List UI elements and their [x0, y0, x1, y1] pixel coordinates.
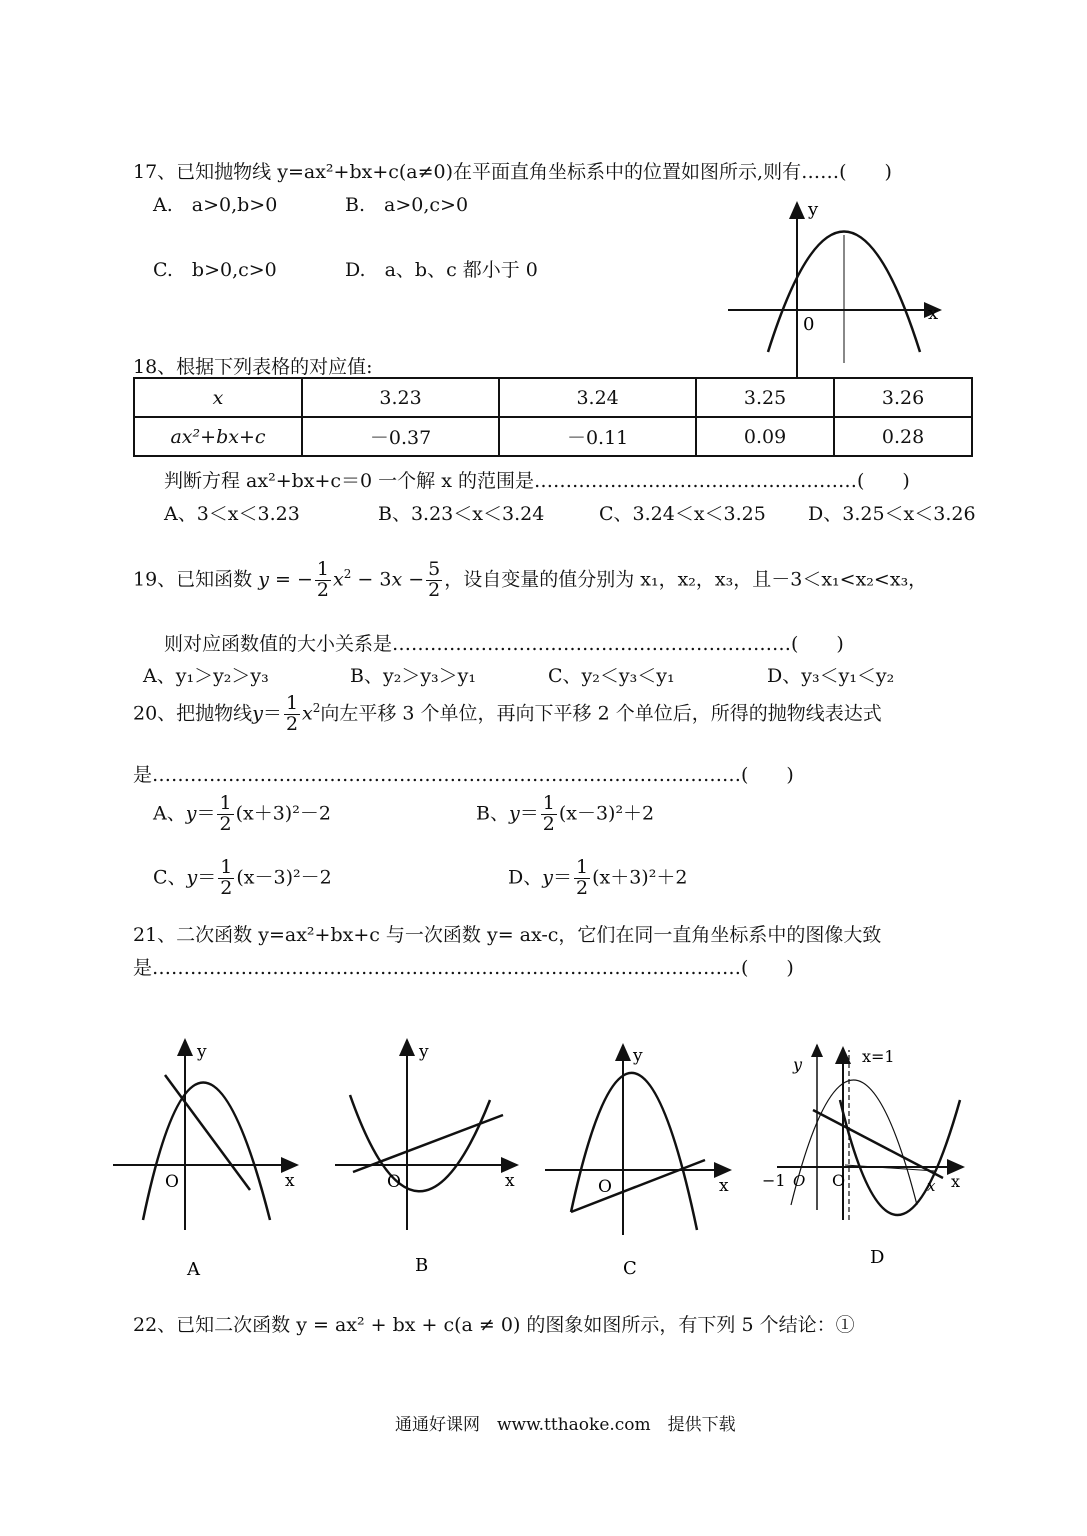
q22-stem: 22、已知二次函数 y = ax² + bx + c(a ≠ 0) 的图象如图所示，有下列 5 个结论：①	[133, 1314, 855, 1336]
graph-a-x-label: x	[285, 1171, 295, 1191]
q20-option-a: A、y＝ $\frac{1}{2}$ (x＋3)²－2	[153, 792, 331, 835]
q19-option-a: A、y₁＞y₂＞y₃	[143, 665, 269, 687]
q18-option-a: A、3＜x＜3.23	[164, 503, 300, 525]
q20-option-c: C、y＝ $\frac{1}{2}$ (x－3)²－2	[153, 856, 332, 899]
x-label: x	[928, 303, 939, 324]
table-cell: －0.37	[302, 417, 499, 456]
table-row	[134, 417, 972, 456]
q17-option-b: B. a>0,c>0	[345, 194, 469, 216]
graph-c	[545, 1045, 730, 1235]
graph-b-origin: O	[387, 1172, 401, 1192]
page-footer: 通通好课网 www.tthaoke.com 提供下载	[395, 1415, 736, 1435]
graph-a-origin: O	[165, 1172, 179, 1192]
header-cell: 3.23	[302, 378, 499, 417]
graph-c-x-label: x	[719, 1176, 729, 1196]
header-cell: x	[134, 378, 302, 417]
row-label-cell: ax²+bx+c	[134, 417, 302, 456]
graph-b-y-label: y	[419, 1042, 429, 1062]
q19-option-d: D、y₃＜y₁＜y₂	[767, 665, 895, 687]
graph-d-x-italic: x	[927, 1177, 936, 1195]
graph-d-x-label: x	[951, 1172, 961, 1191]
graph-d-origin-italic: O	[793, 1172, 806, 1190]
q21-figures	[105, 1030, 975, 1280]
q17-option-d: D. a、b、c 都小于 0	[345, 259, 538, 281]
q20-option-b: B、y＝ $\frac{1}{2}$ (x－3)²＋2	[476, 792, 655, 835]
table-row	[134, 378, 972, 417]
origin-label: 0	[803, 314, 815, 335]
y-label: y	[808, 199, 819, 220]
q21-line2: 是…………………………………………………………………………………( )	[133, 957, 794, 979]
q20-stem: 20、把抛物线y＝ $\frac{1}{2}$ $x^2$向左平移 3 个单位，再向下平移 2 个单位后，所得的抛物线表达式	[133, 692, 882, 735]
graph-b-x-label: x	[505, 1171, 515, 1191]
q19-stem: 19、已知函数 y = − $\frac{1}{2}$ $x^2 - 3x$ − $\frac{5}{2}$ ，设自变量的值分别为 x₁，x₂，x₃，且－3＜x₁<x₂<x₃，	[133, 558, 928, 601]
graph-a	[113, 1040, 297, 1230]
graph-d-x1-label: x=1	[862, 1047, 895, 1066]
header-cell: 3.26	[834, 378, 972, 417]
graph-d-neg1-label: −1	[762, 1171, 786, 1190]
graph-c-caption: C	[623, 1258, 637, 1279]
graph-a-caption: A	[187, 1259, 200, 1280]
q17-figure	[720, 195, 960, 380]
table-cell: 0.28	[834, 417, 972, 456]
graph-d-origin: O	[832, 1171, 846, 1190]
graph-c-y-label: y	[633, 1046, 643, 1066]
q20-line2: 是…………………………………………………………………………………( )	[133, 764, 794, 786]
header-cell: 3.24	[499, 378, 696, 417]
q18-option-c: C、3.24＜x＜3.25	[599, 503, 766, 525]
table-cell: －0.11	[499, 417, 696, 456]
graph-b-caption: B	[415, 1255, 429, 1276]
q18-judge: 判断方程 ax²+bx+c＝0 一个解 x 的范围是……………………………………………( )	[164, 470, 910, 492]
graph-d-y-label: y	[793, 1055, 803, 1074]
q21-stem: 21、二次函数 y=ax²+bx+c 与一次函数 y= ax-c，它们在同一直角坐标系中的图像大致	[133, 924, 882, 946]
q17-option-c: C. b>0,c>0	[153, 259, 277, 281]
value-table	[133, 377, 973, 457]
header-cell: 3.25	[696, 378, 834, 417]
q18-option-b: B、3.23＜x＜3.24	[378, 503, 545, 525]
q17-stem: 17、已知抛物线 y=ax²+bx+c(a≠0)在平面直角坐标系中的位置如图所示,则有……( )	[133, 161, 892, 183]
q20-option-d: D、y＝ $\frac{1}{2}$ (x＋3)²＋2	[508, 856, 688, 899]
graph-b	[335, 1040, 517, 1230]
table-cell: 0.09	[696, 417, 834, 456]
q17-option-a: A. a>0,b>0	[153, 194, 278, 216]
graph-c-origin: O	[598, 1177, 612, 1197]
graph-a-y-label: y	[197, 1042, 207, 1062]
q18-stem: 18、根据下列表格的对应值:	[133, 356, 373, 378]
q18-option-d: D、3.25＜x＜3.26	[808, 503, 976, 525]
graph-d-caption: D	[870, 1247, 885, 1268]
q19-option-c: C、y₂＜y₃＜y₁	[548, 665, 675, 687]
q19-line2: 则对应函数值的大小关系是………………………………………………………( )	[164, 633, 844, 655]
q19-option-b: B、y₂＞y₃＞y₁	[350, 665, 477, 687]
